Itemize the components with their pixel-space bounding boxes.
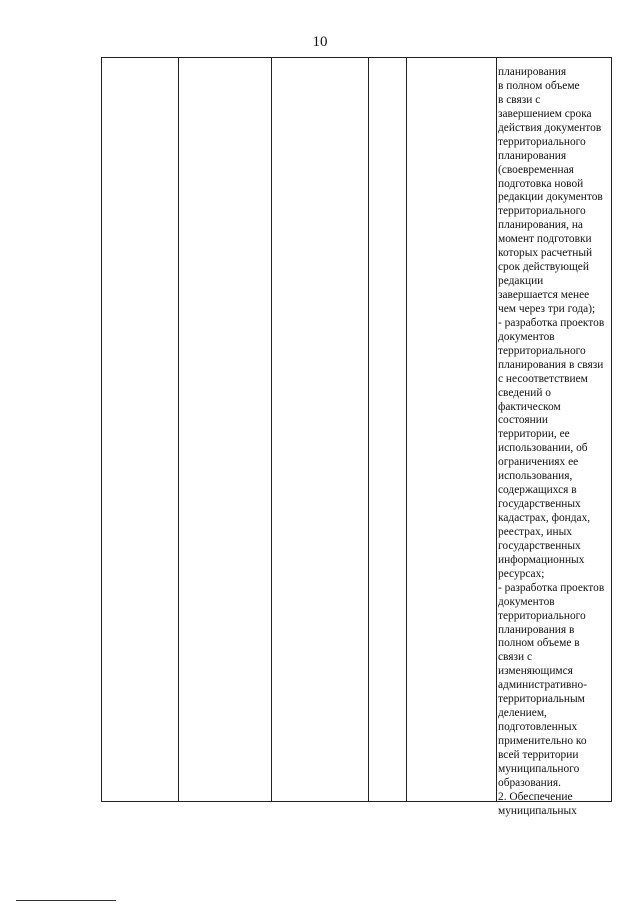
text-line: территориальным	[498, 693, 585, 706]
text-line: которых расчетный	[498, 247, 593, 260]
text-line: завершением срока	[498, 107, 592, 120]
text-line: планирования	[498, 149, 567, 162]
text-line: информационных	[498, 553, 585, 566]
text-line: (своевременная	[498, 163, 574, 176]
text-line: планирования в связи	[498, 358, 604, 371]
text-line: планирования в	[498, 623, 575, 636]
text-line: в полном объеме	[498, 79, 580, 92]
text-line: подготовка новой	[498, 177, 584, 190]
text-line: ресурсах;	[498, 567, 545, 580]
text-line: государственных	[498, 539, 581, 552]
text-line: реестрах, иных	[498, 525, 572, 538]
text-line: территориального	[498, 609, 586, 622]
table-cell-measures-text	[498, 66, 612, 819]
text-line: сведений о	[498, 386, 551, 399]
text-line: срок действующей	[498, 261, 589, 274]
column-border-3	[271, 57, 272, 802]
text-line: состоянии	[498, 414, 548, 427]
text-line: изменяющимся	[498, 665, 573, 678]
footer-rule	[16, 900, 116, 901]
text-line: всей территории	[498, 748, 579, 761]
text-line: планирования, на	[498, 219, 583, 232]
text-line: использования,	[498, 470, 573, 483]
column-border-2	[178, 57, 179, 802]
text-line: территориального	[498, 205, 586, 218]
text-line: фактическом	[498, 400, 561, 413]
column-border-4	[368, 57, 369, 802]
text-line: планирования	[498, 66, 567, 78]
text-line: административно-	[498, 679, 588, 692]
text-line: муниципального	[498, 762, 580, 775]
text-line: использовании, об	[498, 442, 588, 455]
text-line: редакции документов	[498, 191, 603, 204]
text-line: с несоответствием	[498, 372, 588, 385]
text-line: момент подготовки	[498, 233, 592, 246]
column-border-1	[101, 57, 102, 802]
text-line: содержащихся в	[498, 484, 577, 497]
text-line: - разработка проектов	[498, 316, 605, 329]
text-line: применительно ко	[498, 735, 587, 747]
text-line: - разработка проектов	[498, 581, 605, 594]
column-border-5	[406, 57, 407, 802]
text-line: территориального	[498, 344, 586, 357]
text-line: документов	[498, 330, 555, 343]
text-line: редакции	[498, 275, 544, 288]
text-line: делением,	[498, 707, 547, 720]
document-table	[101, 57, 612, 817]
text-line: связи с	[498, 651, 533, 664]
text-line: чем через три года);	[498, 302, 596, 315]
text-line: действия документов	[498, 121, 602, 134]
text-line: подготовленных	[498, 721, 578, 734]
text-line: кадастрах, фондах,	[498, 512, 591, 524]
text-line: территории, ее	[498, 428, 570, 441]
text-line: ограничениях ее	[498, 456, 579, 469]
text-line: полном объеме в	[498, 637, 580, 650]
text-line: территориального	[498, 135, 586, 148]
text-line: муниципальных	[498, 804, 577, 817]
text-line: образования.	[498, 776, 561, 789]
column-border-6	[496, 57, 497, 802]
text-line: государственных	[498, 498, 581, 511]
text-line: документов	[498, 595, 555, 608]
text-line: в связи с	[498, 93, 541, 106]
text-line: 2. Обеспечение	[498, 790, 573, 803]
page-number: 10	[312, 34, 328, 50]
text-line: завершается менее	[498, 289, 590, 301]
